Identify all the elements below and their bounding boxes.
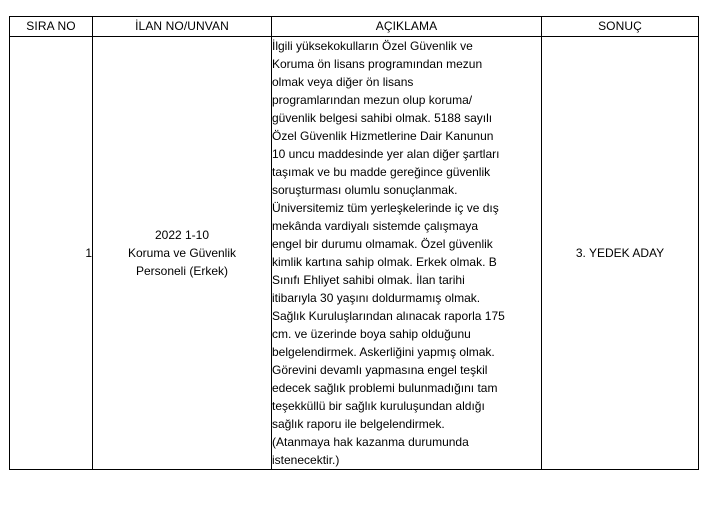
header-aciklama: AÇIKLAMA bbox=[272, 17, 542, 37]
row-ilan-no bbox=[93, 37, 272, 470]
header-sonuc: SONUÇ bbox=[542, 17, 699, 37]
header-row bbox=[10, 17, 699, 37]
header-ilan-no: İLAN NO/UNVAN bbox=[93, 17, 272, 37]
row-aciklama bbox=[272, 37, 542, 470]
ilan-code: 2022 1-10 bbox=[154, 228, 210, 242]
ilan-title-line2: Personeli (Erkek) bbox=[135, 264, 229, 278]
aciklama-text: İlgili yüksekokulların Özel Güvenlik ve Koruma ön lisans programından mezun olmak veya diğer ön lisans programlarından mezun olup koruma/ güvenlik belgesi sahibi olmak. 5188 sayılı Özel Güvenlik Hizmetlerine Dair Kanunun 10 uncu maddesinde yer alan diğer şartları taşımak ve bu madde gereğince güvenlik soruşturması olumlu sonuçlanmak. Üniversitemiz tüm yerleşkelerinde iç ve dış mekânda vardiyalı sistemde çalışmaya engel bir durumu olmamak. Özel güvenlik kimlik kartına sahip olmak. Erkek olmak. B Sınıfı Ehliyet sahibi olmak. İlan tarihi itibarıyla 30 yaşını doldurmamış olmak. Sağlık Kuruluşlarından alınacak raporla 175 cm. ve üzerinde boya sahip olduğunu belgelendirmek. Askerliğini yapmış olmak. Görevini devamlı yapmasına engel teşkil edecek sağlık problemi bulunmadığını tam teşekküllü bir sağlık kuruluşundan aldığı sağlık raporu ile belgelendirmek. (Atanmaya hak kazanma durumunda istenecektir.) bbox=[272, 39, 505, 467]
results-table bbox=[9, 16, 699, 470]
header-sira-no: SIRA NO bbox=[10, 17, 93, 37]
row-sira-no: 1 bbox=[10, 37, 93, 470]
table-row bbox=[10, 37, 699, 470]
ilan-title-line1: Koruma ve Güvenlik bbox=[127, 246, 237, 260]
row-sonuc: 3. YEDEK ADAY bbox=[542, 37, 699, 470]
